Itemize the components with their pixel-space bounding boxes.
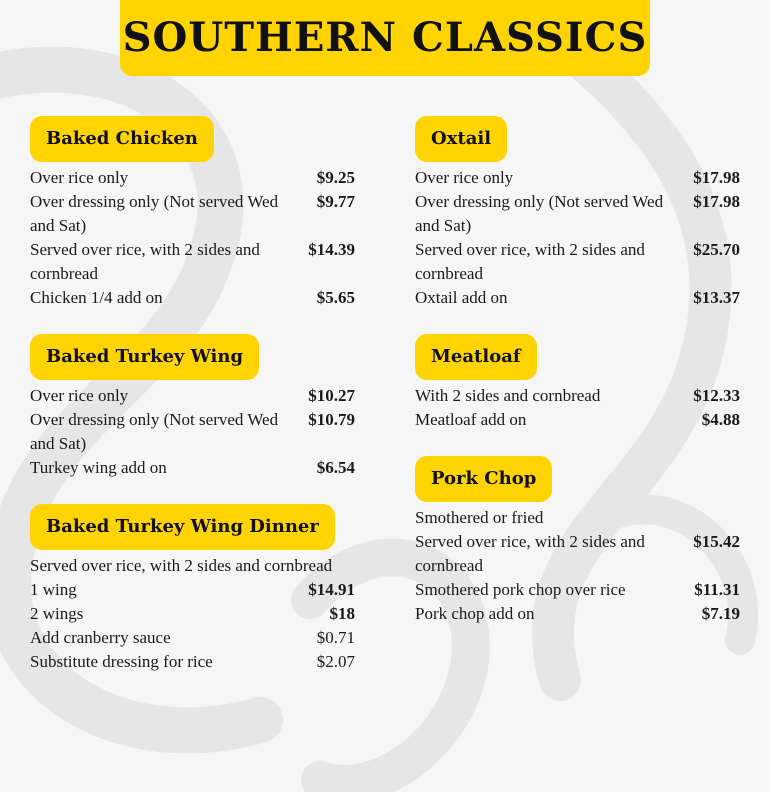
menu-item bbox=[30, 456, 355, 480]
menu-item-price: $13.37 bbox=[693, 288, 740, 307]
menu-item bbox=[30, 166, 355, 190]
menu-item-price: $7.19 bbox=[701, 604, 740, 623]
section-heading: Baked Turkey Wing bbox=[30, 334, 259, 380]
menu-section-meatloaf bbox=[415, 334, 740, 432]
menu-item-name: Over rice only bbox=[30, 386, 129, 405]
menu-item-price: $25.70 bbox=[693, 240, 740, 259]
menu-item-name: Served over rice, with 2 sides and cornbread bbox=[415, 240, 645, 283]
menu-item-name: Over rice only bbox=[30, 168, 129, 187]
menu-item-name: 2 wings bbox=[30, 604, 84, 623]
menu-section-baked-chicken bbox=[30, 116, 355, 310]
menu-item-name: Over dressing only (Not served Wed and Sat) bbox=[30, 410, 279, 453]
menu-item-price: $12.33 bbox=[693, 386, 740, 405]
menu-item-price: $2.07 bbox=[316, 652, 355, 671]
menu-item-price: $5.65 bbox=[316, 288, 355, 307]
page-title: SOUTHERN CLASSICS bbox=[122, 13, 648, 61]
menu-item bbox=[30, 238, 355, 286]
section-heading: Oxtail bbox=[415, 116, 507, 162]
menu-section-pork-chop bbox=[415, 456, 740, 626]
menu-item-price: $0.71 bbox=[316, 628, 355, 647]
menu-item bbox=[30, 578, 355, 602]
menu-item-name: Turkey wing add on bbox=[30, 458, 167, 477]
section-note: Smothered or fried bbox=[415, 508, 544, 527]
menu-item bbox=[30, 650, 355, 674]
menu-item-name: 1 wing bbox=[30, 580, 77, 599]
menu-item bbox=[415, 286, 740, 310]
menu-item-name: Oxtail add on bbox=[415, 288, 508, 307]
menu-item-price: $6.54 bbox=[316, 458, 355, 477]
menu-section-oxtail bbox=[415, 116, 740, 310]
menu-item-price: $17.98 bbox=[693, 168, 740, 187]
menu-item-price: $9.77 bbox=[316, 192, 355, 211]
menu-item bbox=[30, 384, 355, 408]
menu-item-price: $9.25 bbox=[316, 168, 355, 187]
menu-item bbox=[415, 238, 740, 286]
menu-section-baked-turkey-wing-dinner bbox=[30, 504, 355, 674]
menu-item-price: $4.88 bbox=[701, 410, 740, 429]
menu-section-baked-turkey-wing bbox=[30, 334, 355, 480]
menu-item bbox=[415, 578, 740, 602]
menu-item-price: $14.39 bbox=[308, 240, 355, 259]
menu-item-price: $17.98 bbox=[693, 192, 740, 211]
section-heading: Pork Chop bbox=[415, 456, 552, 502]
menu-item-name: Over dressing only (Not served Wed and Sat) bbox=[30, 192, 279, 235]
section-note: Served over rice, with 2 sides and cornbread bbox=[30, 556, 333, 575]
right-column bbox=[415, 116, 740, 650]
menu-item bbox=[30, 602, 355, 626]
menu-item bbox=[30, 408, 355, 456]
menu-item-price: $18 bbox=[329, 604, 355, 623]
menu-item-price: $14.91 bbox=[308, 580, 355, 599]
menu-item-name: Add cranberry sauce bbox=[30, 628, 171, 647]
menu-item bbox=[30, 286, 355, 310]
menu-item-name: Over dressing only (Not served Wed and Sat) bbox=[415, 192, 664, 235]
menu-item-price: $15.42 bbox=[693, 532, 740, 551]
menu-item bbox=[415, 408, 740, 432]
menu-item-name: Meatloaf add on bbox=[415, 410, 527, 429]
menu-item-price: $10.27 bbox=[308, 386, 355, 405]
menu-item bbox=[30, 626, 355, 650]
menu-item bbox=[415, 602, 740, 626]
section-heading: Baked Chicken bbox=[30, 116, 214, 162]
menu-item bbox=[415, 530, 740, 578]
menu-item bbox=[415, 166, 740, 190]
menu-item-name: Pork chop add on bbox=[415, 604, 535, 623]
section-heading: Baked Turkey Wing Dinner bbox=[30, 504, 335, 550]
menu-item-name: With 2 sides and cornbread bbox=[415, 386, 601, 405]
menu-item-name: Served over rice, with 2 sides and cornbread bbox=[415, 532, 645, 575]
menu-item-price: $11.31 bbox=[694, 580, 740, 599]
menu-item bbox=[415, 190, 740, 238]
menu-item-name: Over rice only bbox=[415, 168, 514, 187]
menu-item-name: Chicken 1/4 add on bbox=[30, 288, 163, 307]
section-heading: Meatloaf bbox=[415, 334, 537, 380]
menu-item bbox=[415, 384, 740, 408]
menu-item-name: Smothered pork chop over rice bbox=[415, 580, 626, 599]
menu-item bbox=[30, 190, 355, 238]
menu-item-price: $10.79 bbox=[308, 410, 355, 429]
menu-item-name: Served over rice, with 2 sides and cornbread bbox=[30, 240, 260, 283]
menu-item-name: Substitute dressing for rice bbox=[30, 652, 213, 671]
title-banner bbox=[120, 0, 650, 76]
left-column bbox=[30, 116, 355, 698]
